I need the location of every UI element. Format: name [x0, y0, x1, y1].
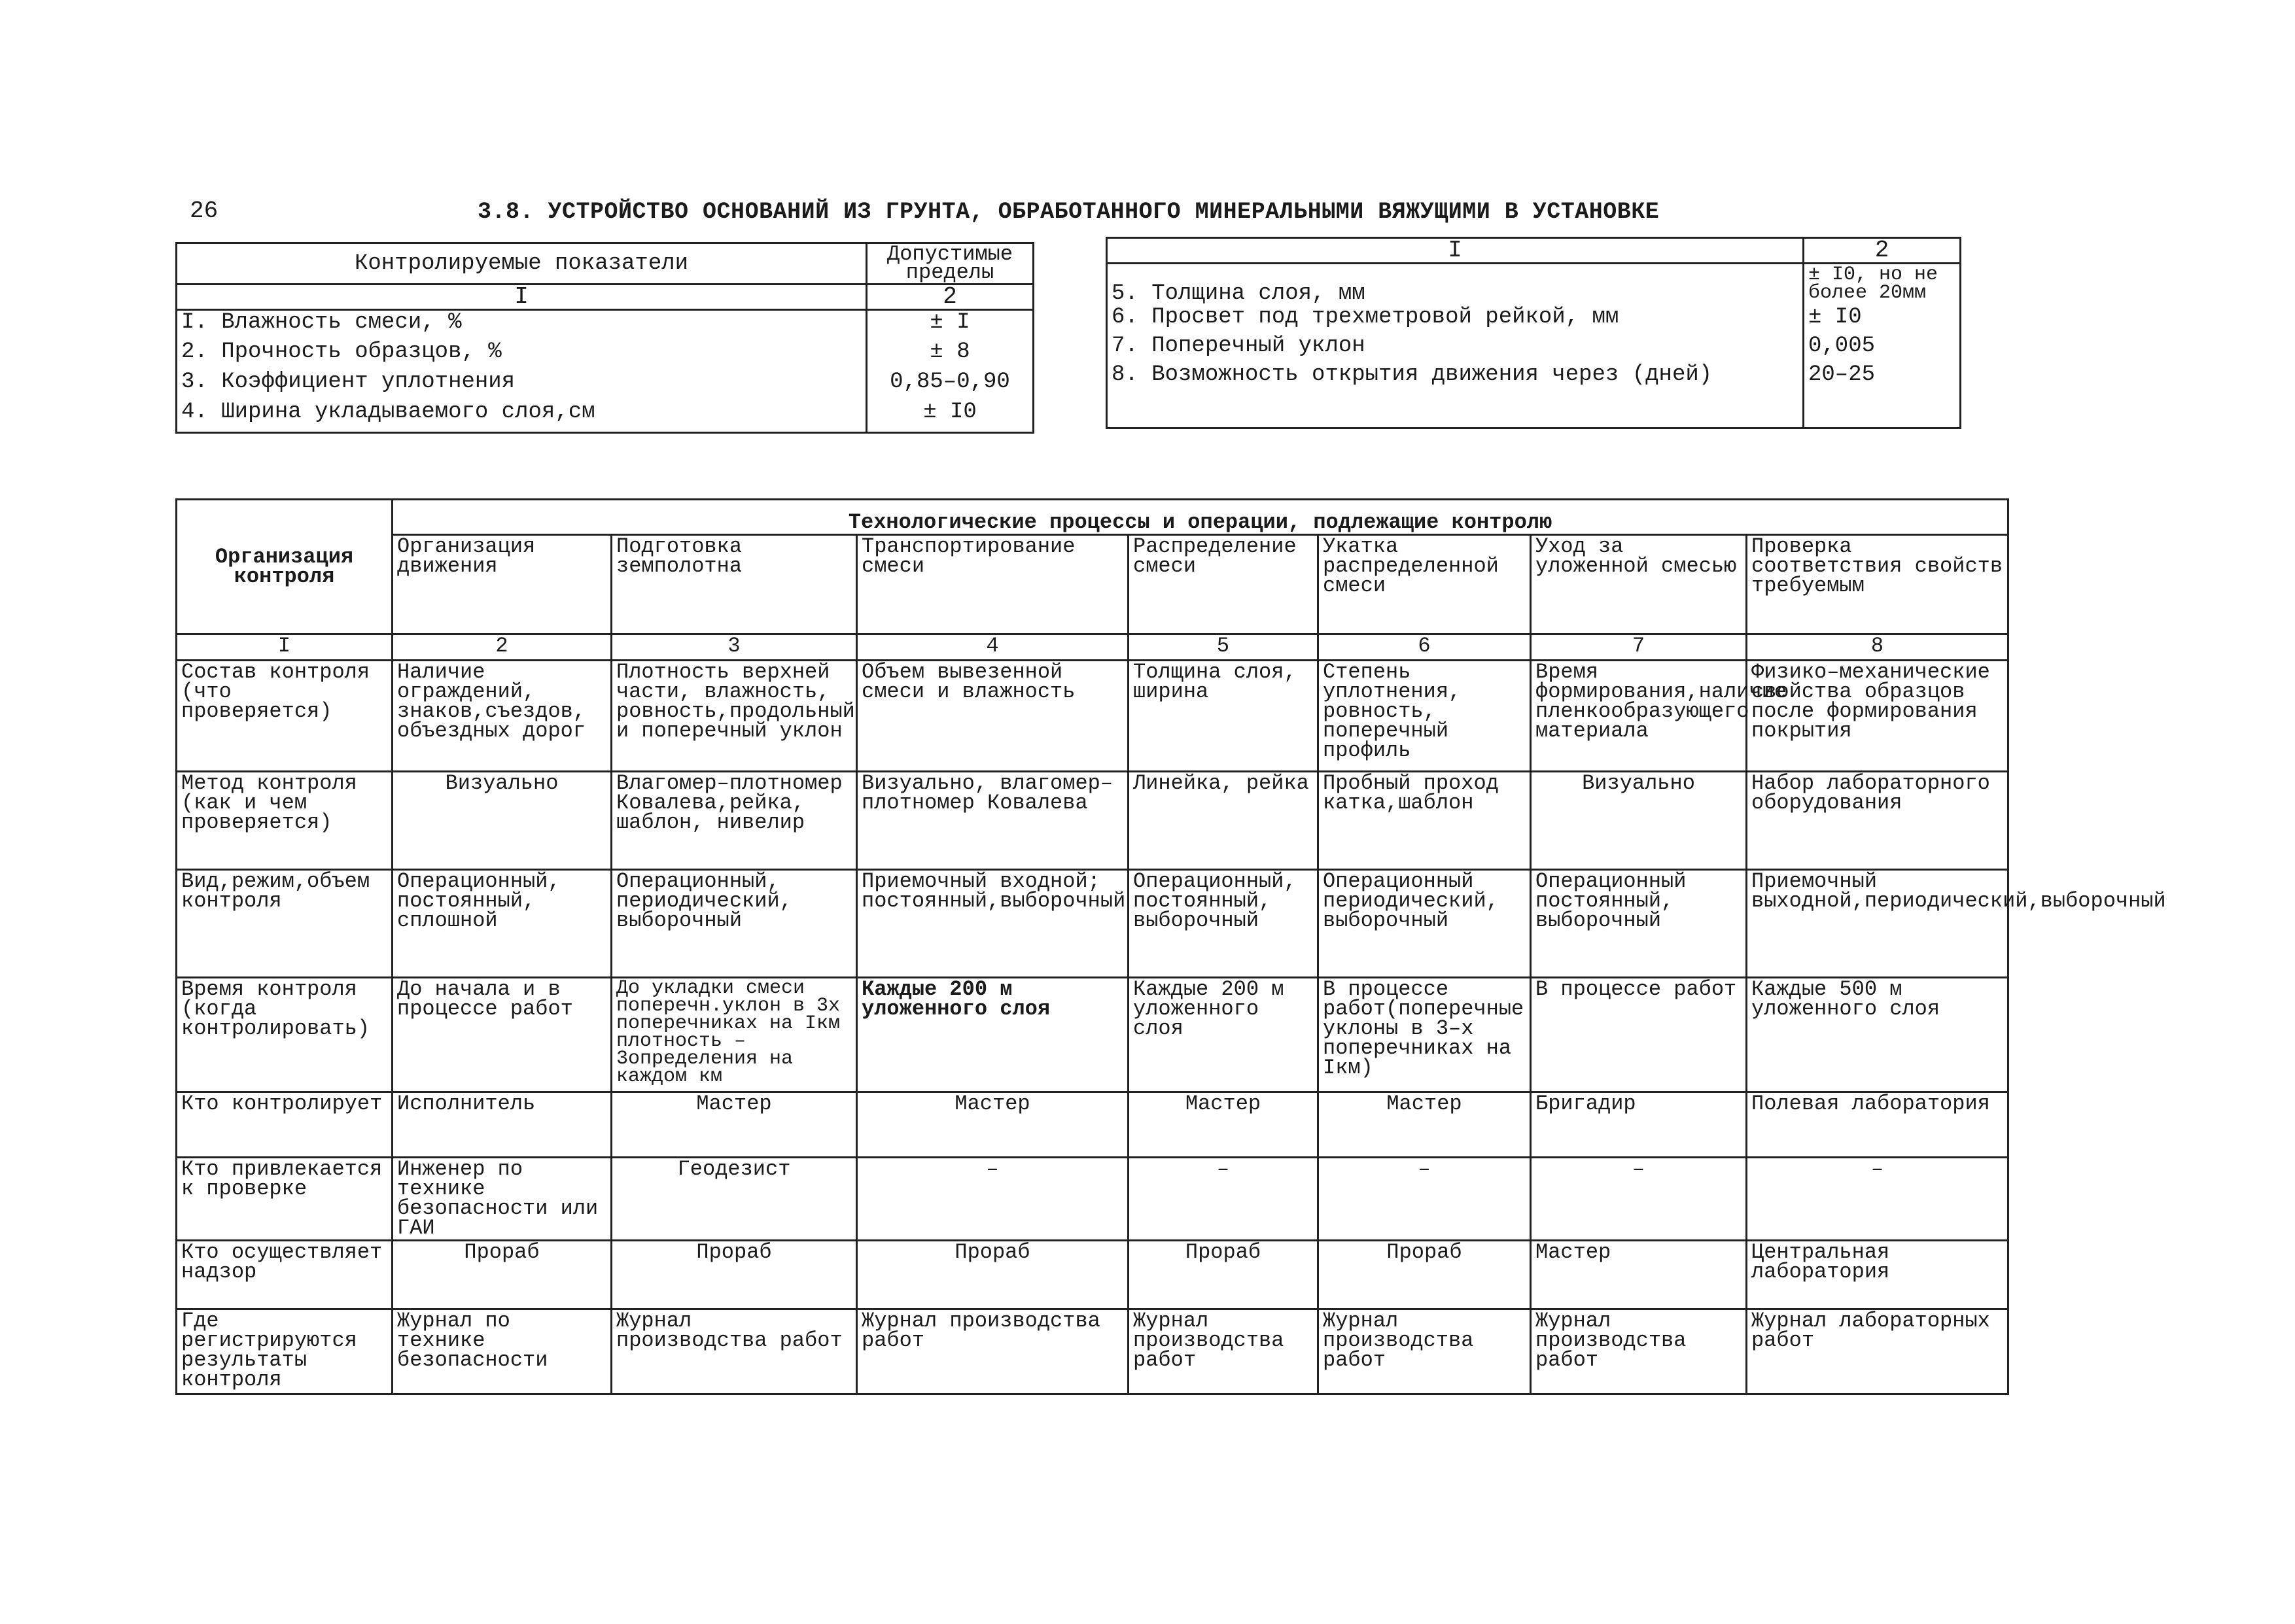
table-cell: – [1531, 1158, 1747, 1241]
table-cell: Прораб [1129, 1241, 1318, 1309]
table-cell: Прораб [393, 1241, 612, 1309]
table-cell: Операционный, постоянный, сплошной [393, 870, 612, 978]
tolerance-table-2 [1106, 237, 1961, 429]
table-cell: Полевая лаборатория [1747, 1092, 2008, 1158]
table-cell: Плотность верхней части, влажность, ровность,продольный и поперечный уклон [612, 661, 857, 772]
row-label: Состав контроля (что проверяется) [177, 661, 393, 772]
row-label: Кто контролирует [177, 1092, 393, 1158]
column-header: Укатка распределенной смеси [1318, 535, 1531, 634]
table-cell: Прораб [1318, 1241, 1531, 1309]
table-cell: Мастер [857, 1092, 1129, 1158]
table-cell: Линейка, рейка [1129, 772, 1318, 870]
table-cell: Время формирования,наличие пленкообразующего материала [1531, 661, 1747, 772]
table-cell: В процессе работ(поперечные уклоны в 3–х поперечниках на Iкм) [1318, 978, 1531, 1092]
t1-num-1: I [177, 285, 867, 310]
table-cell: Набор лабораторного оборудования [1747, 772, 2008, 870]
table-cell: Наличие ограждений, знаков,съездов, объездных дорог [393, 661, 612, 772]
row-label: Кто привлекается к проверке [177, 1158, 393, 1241]
t1-row-label: 3. Коэффициент уплотнения [177, 370, 867, 400]
page-number: 26 [190, 198, 219, 224]
table-cell: Журнал производства работ [1531, 1309, 1747, 1394]
t1-row-label: I. Влажность смеси, % [177, 310, 867, 340]
table-cell: Операционный, периодический, выборочный [612, 870, 857, 978]
column-header: Подготовка земполотна [612, 535, 857, 634]
table-cell: Влагомер–плотномер Ковалева,рейка, шаблон, нивелир [612, 772, 857, 870]
tolerance-table-1 [175, 242, 1034, 434]
column-number: 4 [857, 634, 1129, 661]
table-cell: Прораб [857, 1241, 1129, 1309]
t2-row-label: 8. Возможность открытия движения через (дней) [1107, 363, 1804, 428]
t2-num-2: 2 [1804, 238, 1961, 264]
table-cell: Мастер [1129, 1092, 1318, 1158]
table-cell: В процессе работ [1531, 978, 1747, 1092]
row-label: Кто осуществляет надзор [177, 1241, 393, 1309]
t1-row-label: 2. Прочность образцов, % [177, 340, 867, 370]
t2-row-value: 20–25 [1804, 363, 1961, 428]
t1-header-indicators: Контролируемые показатели [177, 243, 867, 285]
table-cell: Инженер по технике безопасности или ГАИ [393, 1158, 612, 1241]
table-cell: – [1129, 1158, 1318, 1241]
table-cell: Толщина слоя, ширина [1129, 661, 1318, 772]
table-cell: Мастер [1318, 1092, 1531, 1158]
table-cell: – [1318, 1158, 1531, 1241]
t2-row-label: 6. Просвет под трехметровой рейкой, мм [1107, 305, 1804, 334]
column-header: Проверка соответствия свойств требуемым [1747, 535, 2008, 634]
table-cell: Визуально, влагомер–плотномер Ковалева [857, 772, 1129, 870]
table-cell: Физико–механические свойства образцов после формирования покрытия [1747, 661, 2008, 772]
table-cell: Степень уплотнения, ровность, поперечный профиль [1318, 661, 1531, 772]
table-cell: Операционный, постоянный, выборочный [1129, 870, 1318, 978]
column-header: Организация движения [393, 535, 612, 634]
table-cell: – [857, 1158, 1129, 1241]
t1-row-value: ± I [867, 310, 1034, 340]
t2-row-value: ± I0 [1804, 305, 1961, 334]
t2-row-label: 7. Поперечный уклон [1107, 334, 1804, 363]
t1-num-2: 2 [867, 285, 1034, 310]
group-header: Технологические процессы и операции, подлежащие контролю [393, 500, 2008, 535]
table-cell: Мастер [612, 1092, 857, 1158]
corner-header: Организация контроля [177, 500, 393, 634]
column-number: 5 [1129, 634, 1318, 661]
table-cell: Бригадир [1531, 1092, 1747, 1158]
table-cell: Приемочный выходной,периодический,выборочный [1747, 870, 2008, 978]
table-cell: Объем вывезенной смеси и влажность [857, 661, 1129, 772]
table-cell: До начала и в процессе работ [393, 978, 612, 1092]
table-cell: Журнал лабораторных работ [1747, 1309, 2008, 1394]
table-cell: Журнал производства работ [1318, 1309, 1531, 1394]
t1-header-limits: Допустимые пределы [867, 243, 1034, 285]
table-cell: Геодезист [612, 1158, 857, 1241]
row-label: Вид,режим,объем контроля [177, 870, 393, 978]
row-label: Время контроля (когда контролировать) [177, 978, 393, 1092]
page-title: 3.8. УСТРОЙСТВО ОСНОВАНИЙ ИЗ ГРУНТА, ОБРАБОТАННОГО МИНЕРАЛЬНЫМИ ВЯЖУЩИМИ В УСТАНОВКЕ [478, 199, 1660, 225]
table-cell: Визуально [1531, 772, 1747, 870]
table-cell: Журнал производства работ [1129, 1309, 1318, 1394]
t2-num-1: I [1107, 238, 1804, 264]
column-number: 3 [612, 634, 857, 661]
column-header: Уход за уложенной смесью [1531, 535, 1747, 634]
table-cell: Мастер [1531, 1241, 1747, 1309]
table-cell: Приемочный входной; постоянный,выборочный [857, 870, 1129, 978]
table-cell: Центральная лаборатория [1747, 1241, 2008, 1309]
table-cell: Журнал производства работ [612, 1309, 857, 1394]
table-cell: Каждые 500 м уложенного слоя [1747, 978, 2008, 1092]
t2-row-value: ± I0, но не более 20мм [1804, 264, 1961, 305]
column-number: 8 [1747, 634, 2008, 661]
table-cell: Операционный постоянный, выборочный [1531, 870, 1747, 978]
t1-row-value: ± 8 [867, 340, 1034, 370]
t1-row-label: 4. Ширина укладываемого слоя,см [177, 400, 867, 433]
row-label: Метод контроля (как и чем проверяется) [177, 772, 393, 870]
table-cell: Прораб [612, 1241, 857, 1309]
table-cell: Журнал производства работ [857, 1309, 1129, 1394]
table-cell: До укладки смеси поперечн.уклон в 3х поперечниках на Iкм плотность –3определения на каждом км [612, 978, 857, 1092]
row-label: Где регистрируются результаты контроля [177, 1309, 393, 1394]
column-header: Транспортирование смеси [857, 535, 1129, 634]
table-cell: Операционный периодический, выборочный [1318, 870, 1531, 978]
table-cell: Каждые 200 м уложенного слоя [857, 978, 1129, 1092]
column-number: 6 [1318, 634, 1531, 661]
control-organization-table [175, 498, 2166, 1395]
column-number: 2 [393, 634, 612, 661]
table-cell: – [1747, 1158, 2008, 1241]
t2-row-label: 5. Толщина слоя, мм [1107, 264, 1804, 305]
t2-row-value: 0,005 [1804, 334, 1961, 363]
column-number: 7 [1531, 634, 1747, 661]
table-cell: Каждые 200 м уложенного слоя [1129, 978, 1318, 1092]
column-header: Распределение смеси [1129, 535, 1318, 634]
table-cell: Журнал по технике безопасности [393, 1309, 612, 1394]
table-cell: Визуально [393, 772, 612, 870]
t1-row-value: ± I0 [867, 400, 1034, 433]
column-number: I [177, 634, 393, 661]
table-cell: Пробный проход катка,шаблон [1318, 772, 1531, 870]
t1-row-value: 0,85–0,90 [867, 370, 1034, 400]
table-cell: Исполнитель [393, 1092, 612, 1158]
